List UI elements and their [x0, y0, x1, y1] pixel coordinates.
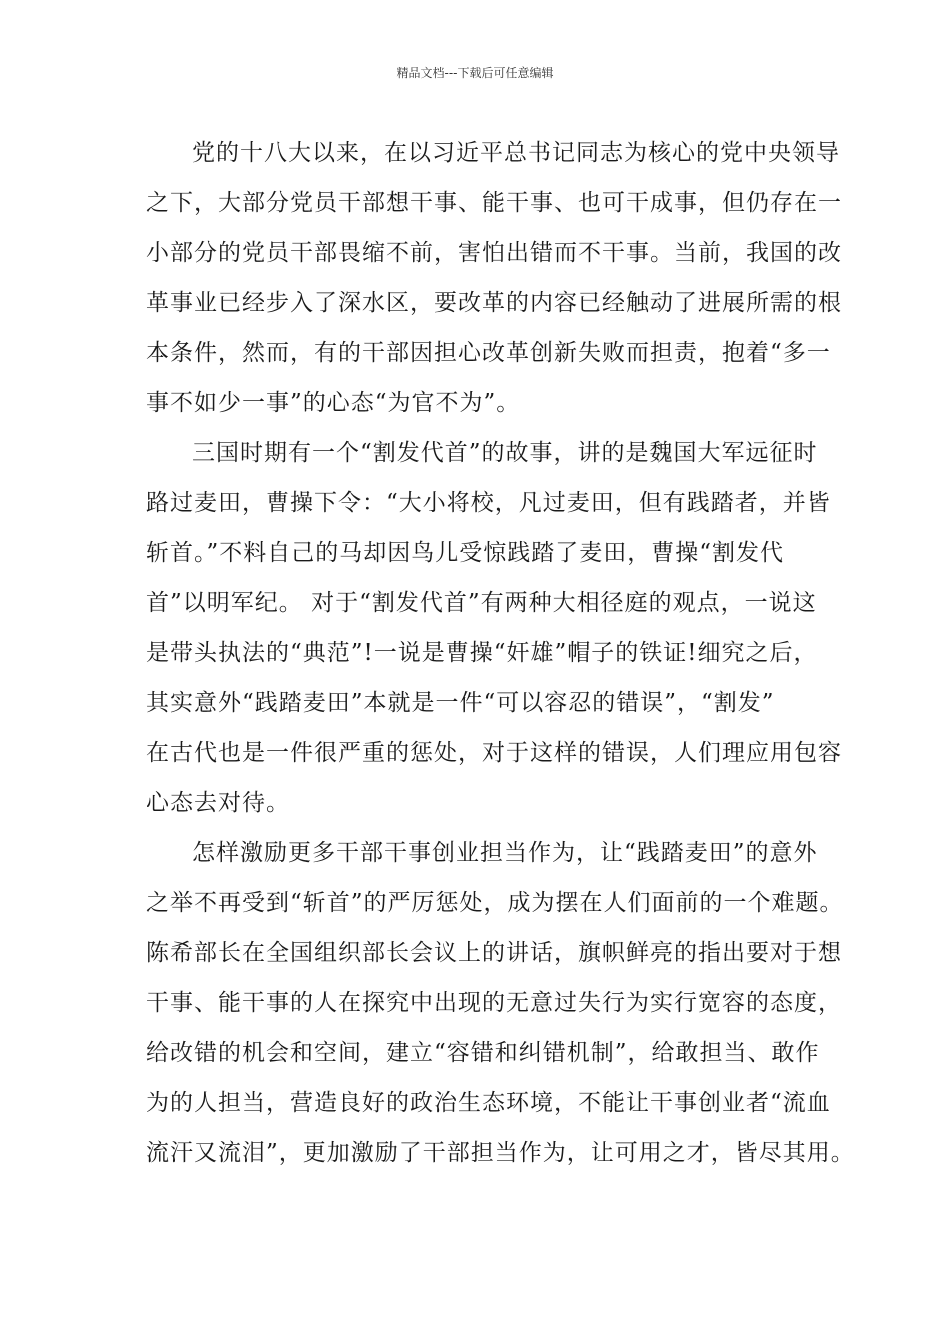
- paragraph-1-line-3: 小部分的党员干部畏缩不前，害怕出错而不干事。当前，我国的改: [146, 240, 842, 266]
- paragraph-2-line-4: 首”以明军纪。 对于“割发代首”有两种大相径庭的观点，一说这: [146, 590, 817, 616]
- paragraph-2-line-1: 三国时期有一个“割发代首”的故事，讲的是魏国大军远征时: [192, 440, 818, 466]
- paragraph-3-line-4: 干事、能干事的人在探究中出现的无意过失行为实行宽容的态度，: [146, 990, 842, 1016]
- paragraph-2-line-5: 是带头执法的“典范”!一说是曹操“奸雄”帽子的铁证!细究之后，: [146, 640, 818, 666]
- paragraph-1-line-4: 革事业已经步入了深水区，要改革的内容已经触动了进展所需的根: [146, 290, 842, 316]
- document-body: [146, 128, 855, 1178]
- paragraph-3-line-2: 之举不再受到“斩首”的严厉惩处，成为摆在人们面前的一个难题。: [146, 890, 844, 916]
- paragraph-1-line-5: 本条件，然而，有的干部因担心改革创新失败而担责，抱着“多一: [146, 340, 831, 366]
- paragraph-2-line-6: 其实意外“践踏麦田”本就是一件“可以容忍的错误”，“割发”: [146, 690, 775, 716]
- paragraph-3-line-7: 流汗又流泪”，更加激励了干部担当作为，让可用之才，皆尽其用。: [146, 1140, 855, 1166]
- paragraph-1-line-1: 党的十八大以来，在以习近平总书记同志为核心的党中央领导: [192, 140, 840, 166]
- paragraph-2-line-3: 斩首。”不料自己的马却因鸟儿受惊践踏了麦田，曹操“割发代: [146, 540, 785, 566]
- paragraph-2-line-8: 心态去对待。: [146, 790, 290, 816]
- paragraph-2-line-7: 在古代也是一件很严重的惩处，对于这样的错误，人们理应用包容: [146, 740, 842, 766]
- paragraph-1-line-2: 之下，大部分党员干部想干事、能干事、也可干成事，但仍存在一: [146, 190, 842, 216]
- paragraph-3-line-5: 给改错的机会和空间，建立“容错和纠错机制”，给敢担当、敢作: [146, 1040, 820, 1066]
- paragraph-1-line-6: 事不如少一事”的心态“为官不为”。: [146, 390, 521, 416]
- paragraph-3-line-6: 为的人担当，营造良好的政治生态环境，不能让干事创业者“流血: [146, 1090, 831, 1116]
- paragraph-3-line-3: 陈希部长在全国组织部长会议上的讲话，旗帜鲜亮的指出要对于想: [146, 940, 842, 966]
- page-header: 精品文档---下载后可任意编辑: [396, 66, 554, 80]
- paragraph-2-line-2: 路过麦田，曹操下令：“大小将校，凡过麦田，但有践踏者，并皆: [146, 490, 831, 516]
- paragraph-3-line-1: 怎样激励更多干部干事创业担当作为，让“践踏麦田”的意外: [192, 840, 818, 866]
